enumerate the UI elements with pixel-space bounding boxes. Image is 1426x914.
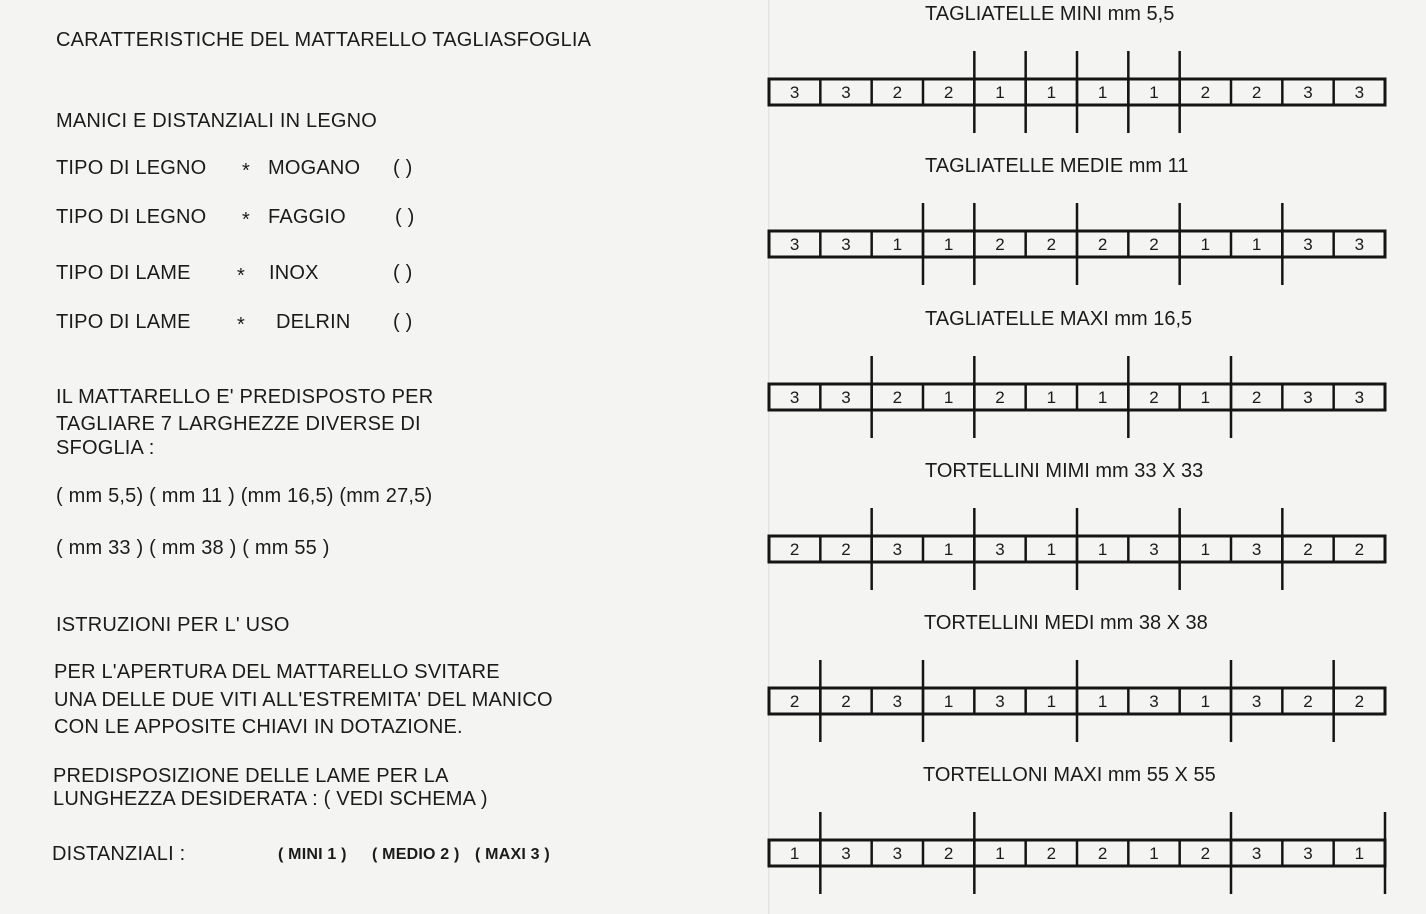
segment-label: 2 xyxy=(1200,83,1211,102)
widths-intro-line: IL MATTARELLO E' PREDISPOSTO PER xyxy=(56,386,434,408)
scheme-title: TORTELLONI MAXI mm 55 X 55 xyxy=(923,764,1216,786)
instruction-line: UNA DELLE DUE VITI ALL'ESTREMITA' DEL MANICO xyxy=(54,689,553,711)
segment-label: 2 xyxy=(789,540,800,559)
segment-label: 1 xyxy=(1097,540,1108,559)
segment-label: 2 xyxy=(892,83,903,102)
segment-label: 1 xyxy=(1046,83,1057,102)
segment-label: 1 xyxy=(1200,692,1211,711)
segment-label: 1 xyxy=(1149,844,1159,863)
option-value: MOGANO xyxy=(268,157,361,179)
segment-label: 3 xyxy=(892,540,903,559)
segment-label: 3 xyxy=(1303,844,1313,863)
document-title: CARATTERISTICHE DEL MATTARELLO TAGLIASFOGLIA xyxy=(56,29,592,51)
widths-list: ( mm 5,5) ( mm 11 ) (mm 16,5) (mm 27,5) xyxy=(56,485,433,507)
segment-label: 1 xyxy=(789,844,800,863)
scheme-title: TORTELLINI MIMI mm 33 X 33 xyxy=(925,460,1204,482)
option-value: FAGGIO xyxy=(268,206,346,228)
option-checkbox: ( ) xyxy=(393,311,413,333)
segment-label: 1 xyxy=(943,235,954,254)
scheme-title: TAGLIATELLE MEDIE mm 11 xyxy=(925,155,1189,177)
option-star: * xyxy=(242,160,250,182)
segment-label: 1 xyxy=(943,388,954,407)
segment-label: 1 xyxy=(995,83,1005,102)
segment-label: 3 xyxy=(841,235,851,254)
segment-label: 1 xyxy=(995,844,1005,863)
segment-label: 1 xyxy=(1354,844,1365,863)
segment-label: 2 xyxy=(1046,235,1057,254)
option-label: TIPO DI LEGNO xyxy=(56,206,207,228)
instruction-line: CON LE APPOSITE CHIAVI IN DOTAZIONE. xyxy=(54,716,463,738)
segment-label: 2 xyxy=(1046,844,1057,863)
option-label: TIPO DI LEGNO xyxy=(56,157,207,179)
segment-label: 3 xyxy=(1354,235,1365,254)
segment-label: 3 xyxy=(1303,235,1313,254)
segment-label: 3 xyxy=(1149,540,1159,559)
segment-label: 3 xyxy=(789,235,800,254)
segment-label: 2 xyxy=(1303,692,1313,711)
segment-label: 1 xyxy=(1097,388,1108,407)
option-checkbox: ( ) xyxy=(393,157,413,179)
segment-label: 1 xyxy=(1097,83,1108,102)
widths-list: ( mm 33 ) ( mm 38 ) ( mm 55 ) xyxy=(56,537,330,559)
segment-label: 2 xyxy=(1149,235,1159,254)
segment-label: 1 xyxy=(1251,235,1262,254)
segment-label: 1 xyxy=(1046,540,1057,559)
widths-intro-line: SFOGLIA : xyxy=(56,437,155,459)
segment-label: 1 xyxy=(1046,388,1057,407)
segment-label: 3 xyxy=(789,83,800,102)
segment-label: 2 xyxy=(995,235,1005,254)
segment-label: 3 xyxy=(1354,83,1365,102)
segment-label: 3 xyxy=(1251,540,1262,559)
instructions-heading: ISTRUZIONI PER L' USO xyxy=(56,614,290,636)
instruction-line: PER L'APERTURA DEL MATTARELLO SVITARE xyxy=(54,661,500,683)
segment-label: 2 xyxy=(1303,540,1313,559)
segment-label: 2 xyxy=(1251,388,1262,407)
scheme-title: TAGLIATELLE MAXI mm 16,5 xyxy=(925,308,1193,330)
option-star: * xyxy=(237,314,245,336)
segment-label: 2 xyxy=(841,692,851,711)
segment-label: 2 xyxy=(943,844,954,863)
option-star: * xyxy=(237,265,245,287)
segment-label: 1 xyxy=(943,692,954,711)
segment-label: 2 xyxy=(943,83,954,102)
segment-label: 3 xyxy=(841,844,851,863)
segment-label: 2 xyxy=(1354,692,1365,711)
segment-label: 3 xyxy=(1303,388,1313,407)
spacer-medio: ( MEDIO 2 ) xyxy=(372,846,460,863)
segment-label: 1 xyxy=(1200,540,1211,559)
segment-label: 1 xyxy=(1149,83,1159,102)
option-label: TIPO DI LAME xyxy=(56,311,191,333)
segment-label: 3 xyxy=(892,692,903,711)
segment-label: 1 xyxy=(943,540,954,559)
option-value: INOX xyxy=(269,262,319,284)
scheme-title: TORTELLINI MEDI mm 38 X 38 xyxy=(924,612,1208,634)
widths-intro-line: TAGLIARE 7 LARGHEZZE DIVERSE DI xyxy=(56,413,421,435)
setup-line: LUNGHEZZA DESIDERATA : ( VEDI SCHEMA ) xyxy=(53,788,488,810)
segment-label: 1 xyxy=(1200,235,1211,254)
segment-label: 1 xyxy=(1097,692,1108,711)
handles-heading: MANICI E DISTANZIALI IN LEGNO xyxy=(56,110,378,132)
segment-label: 2 xyxy=(1149,388,1159,407)
setup-line: PREDISPOSIZIONE DELLE LAME PER LA xyxy=(53,765,449,787)
option-value: DELRIN xyxy=(276,311,351,333)
segment-label: 2 xyxy=(789,692,800,711)
segment-label: 2 xyxy=(1251,83,1262,102)
segment-label: 2 xyxy=(892,388,903,407)
segment-label: 2 xyxy=(841,540,851,559)
spacer-maxi: ( MAXI 3 ) xyxy=(475,846,550,863)
segment-label: 2 xyxy=(995,388,1005,407)
segment-label: 3 xyxy=(841,388,851,407)
segment-label: 1 xyxy=(892,235,903,254)
segment-label: 3 xyxy=(1354,388,1365,407)
option-checkbox: ( ) xyxy=(395,206,415,228)
spacer-mini: ( MINI 1 ) xyxy=(278,846,347,863)
segment-label: 3 xyxy=(995,692,1005,711)
segment-label: 2 xyxy=(1354,540,1365,559)
segment-label: 3 xyxy=(1251,692,1262,711)
option-label: TIPO DI LAME xyxy=(56,262,191,284)
option-star: * xyxy=(242,209,250,231)
segment-label: 3 xyxy=(789,388,800,407)
segment-label: 3 xyxy=(995,540,1005,559)
option-checkbox: ( ) xyxy=(393,262,413,284)
segment-label: 2 xyxy=(1097,235,1108,254)
segment-label: 3 xyxy=(1251,844,1262,863)
segment-label: 3 xyxy=(1303,83,1313,102)
segment-label: 2 xyxy=(1097,844,1108,863)
segment-label: 2 xyxy=(1200,844,1211,863)
segment-label: 3 xyxy=(1149,692,1159,711)
segment-label: 3 xyxy=(841,83,851,102)
segment-label: 1 xyxy=(1046,692,1057,711)
spacers-label: DISTANZIALI : xyxy=(52,843,186,865)
scheme-title: TAGLIATELLE MINI mm 5,5 xyxy=(925,3,1175,25)
segment-label: 3 xyxy=(892,844,903,863)
segment-label: 1 xyxy=(1200,388,1211,407)
